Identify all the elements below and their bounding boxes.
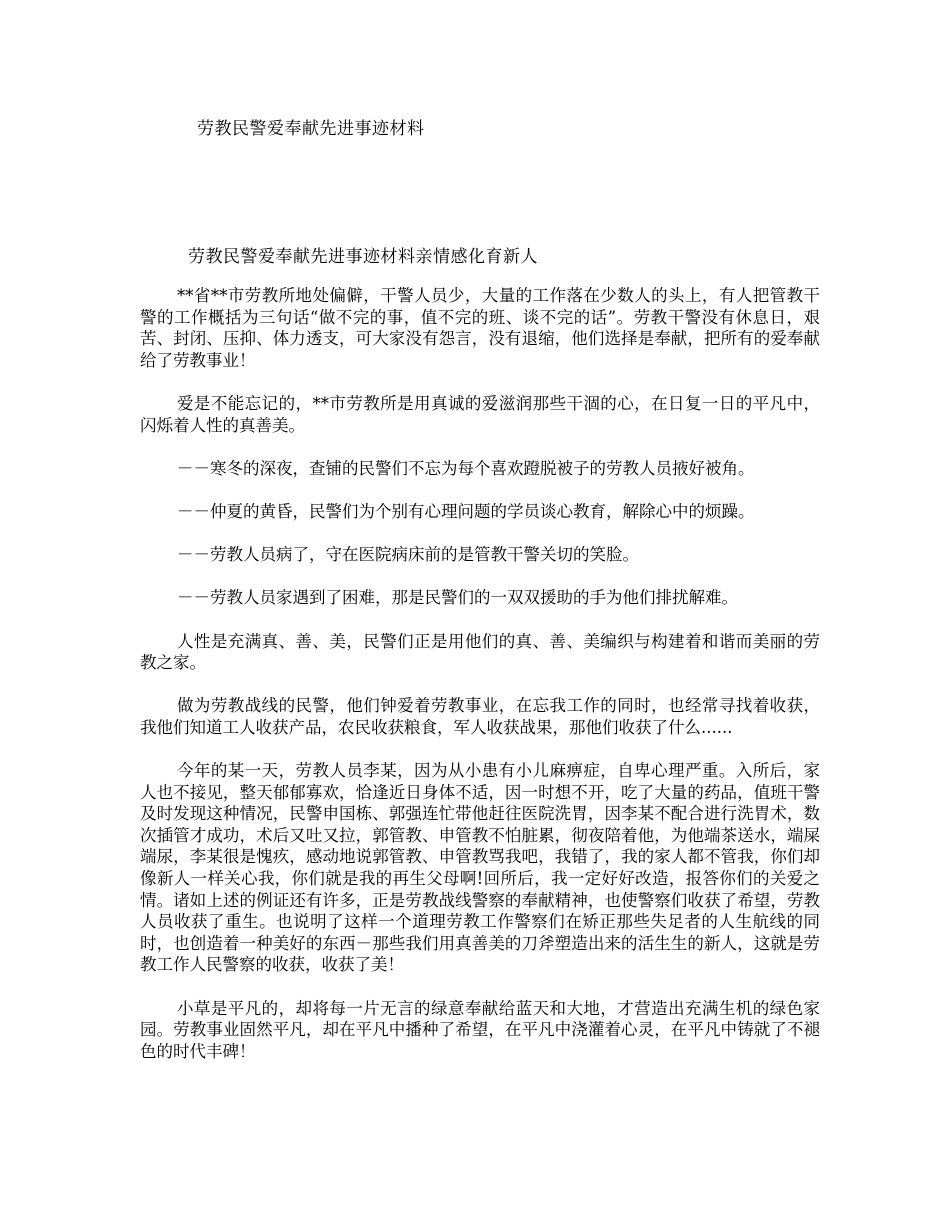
paragraph: 人性是充满真、善、美，民警们正是用他们的真、善、美编织与构建着和谐而美丽的劳教之家。 [140, 631, 820, 673]
document-subtitle: 劳教民警爱奉献先进事迹材料亲情感化育新人 [188, 247, 538, 267]
paragraph: －－劳教人员家遇到了困难，那是民警们的一双双援助的手为他们排扰解难。 [177, 588, 738, 608]
paragraph: 做为劳教战线的民警，他们钟爱着劳教事业，在忘我工作的同时，也经常寻找着收获，我他们知道工人收获产品，农民收获粮食，军人收获战果，那他们收获了什么...... [140, 696, 820, 737]
paragraph: －－仲夏的黄昏，民警们为个别有心理问题的学员谈心教育，解除心中的烦躁。 [177, 501, 755, 521]
paragraph: 今年的某一天，劳教人员李某，因为从小患有小儿麻痹症，自卑心理严重。入所后，家人也不接见，整天郁郁寡欢，恰逢近日身体不适，因一时想不开，吃了大量的药品，值班干警及时发现这种情况，民警申国栋、郭强连忙带他赶往医院洗胃，因李某不配合进行洗胃术，数次插管才成功，术后又吐又拉，郭管教、申管教不怕脏累，彻夜陪着他，为他端茶送水，端屎端尿，李某很是愧疚，感动地说郭管教、申管教骂我吧，我错了，我的家人都不管我，你们却像新人一样关心我，你们就是我的再生父母啊!回所后，我一定好好改造，报答你们的关爱之情。诸如上述的例证还有许多，正是劳教战线警察的奉献精神，也使警察们收获了希望，劳教人员收获了重生。也说明了这样一个道理劳教工作警察们在矫正那些失足者的人生航线的同时，也创造着一种美好的东西－那些我们用真善美的刀斧塑造出来的活生生的新人，这就是劳教工作人民警察的收获，收获了美！ [140, 761, 820, 975]
paragraph: －－寒冬的深夜，查铺的民警们不忘为每个喜欢蹬脱被子的劳教人员掖好被角。 [177, 458, 755, 478]
paragraph: **省**市劳教所地处偏僻，干警人员少，大量的工作落在少数人的头上，有人把管教干警的工作概括为三句话“做不完的事，值不完的班、谈不完的话”。劳教干警没有休息日，艰苦、封闭、压抑、体力透支，可大家没有怨言，没有退缩，他们选择是奉献，把所有的爱奉献给了劳教事业！ [140, 286, 820, 370]
paragraph: 小草是平凡的，却将每一片无言的绿意奉献给蓝天和大地，才营造出充满生机的绿色家园。劳教事业固然平凡，却在平凡中播种了希望，在平凡中浇灌着心灵，在平凡中铸就了不褪色的时代丰碑！ [140, 998, 820, 1061]
paragraph: 爱是不能忘记的，**市劳教所是用真诚的爱滋润那些干涸的心，在日复一日的平凡中，闪烁着人性的真善美。 [140, 393, 820, 435]
paragraph: －－劳教人员病了，守在医院病床前的是管教干警关切的笑脸。 [177, 545, 639, 565]
document-title: 劳教民警爱奉献先进事迹材料 [197, 119, 425, 139]
document-body [140, 285, 820, 1084]
